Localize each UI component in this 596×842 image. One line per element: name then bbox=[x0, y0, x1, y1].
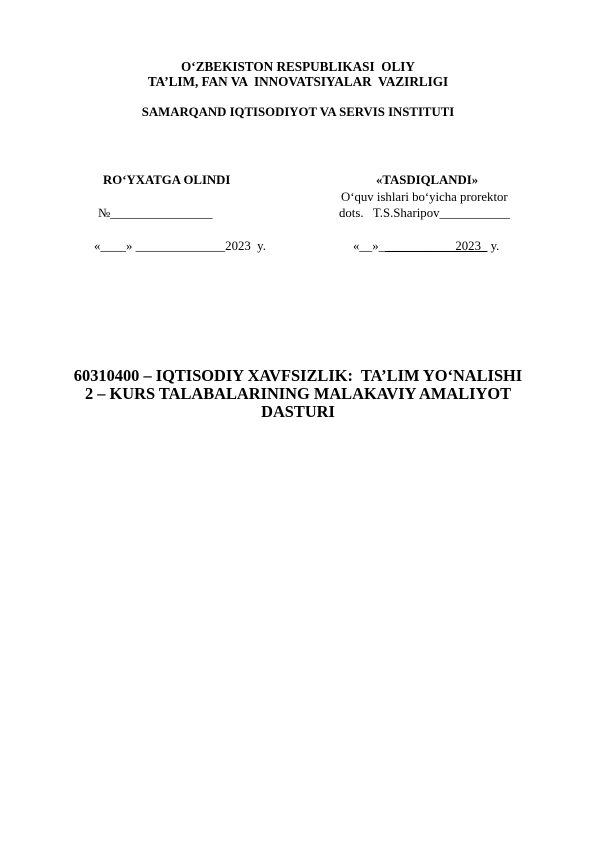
registration-date: «____» ______________2023 y. bbox=[94, 239, 266, 253]
document-title-line-3: DASTURI bbox=[261, 402, 335, 421]
approval-date-year: ___________2023_ bbox=[385, 239, 488, 253]
approval-heading: «TASDIQLANDI» bbox=[376, 173, 479, 187]
document-title-line-1: 60310400 – IQTISODIY XAVFSIZLIK: TA’LIM YO‘NALISHI bbox=[73, 366, 523, 385]
registration-heading: RO‘YXATGA OLINDI bbox=[103, 173, 231, 187]
approval-date-suffix: y. bbox=[487, 239, 500, 253]
approval-date-prefix: «__»_ bbox=[353, 239, 385, 253]
document-title-line-2: 2 – KURS TALABALARINING MALAKAVIY AMALIYOT bbox=[84, 384, 512, 403]
approval-role: O‘quv ishlari bo‘yicha prorektor bbox=[341, 190, 508, 204]
institute-name: SAMARQAND IQTISODIYOT VA SERVIS INSTITUTI bbox=[141, 105, 455, 119]
ministry-line-2: TA’LIM, FAN VA INNOVATSIYALAR VAZIRLIGI bbox=[147, 74, 449, 89]
registration-number: №________________ bbox=[98, 206, 213, 220]
ministry-line-1: O‘ZBEKISTON RESPUBLIKASI OLIY bbox=[181, 59, 415, 74]
approval-signatory: dots. T.S.Sharipov___________ bbox=[339, 206, 510, 220]
approval-date bbox=[353, 240, 499, 253]
